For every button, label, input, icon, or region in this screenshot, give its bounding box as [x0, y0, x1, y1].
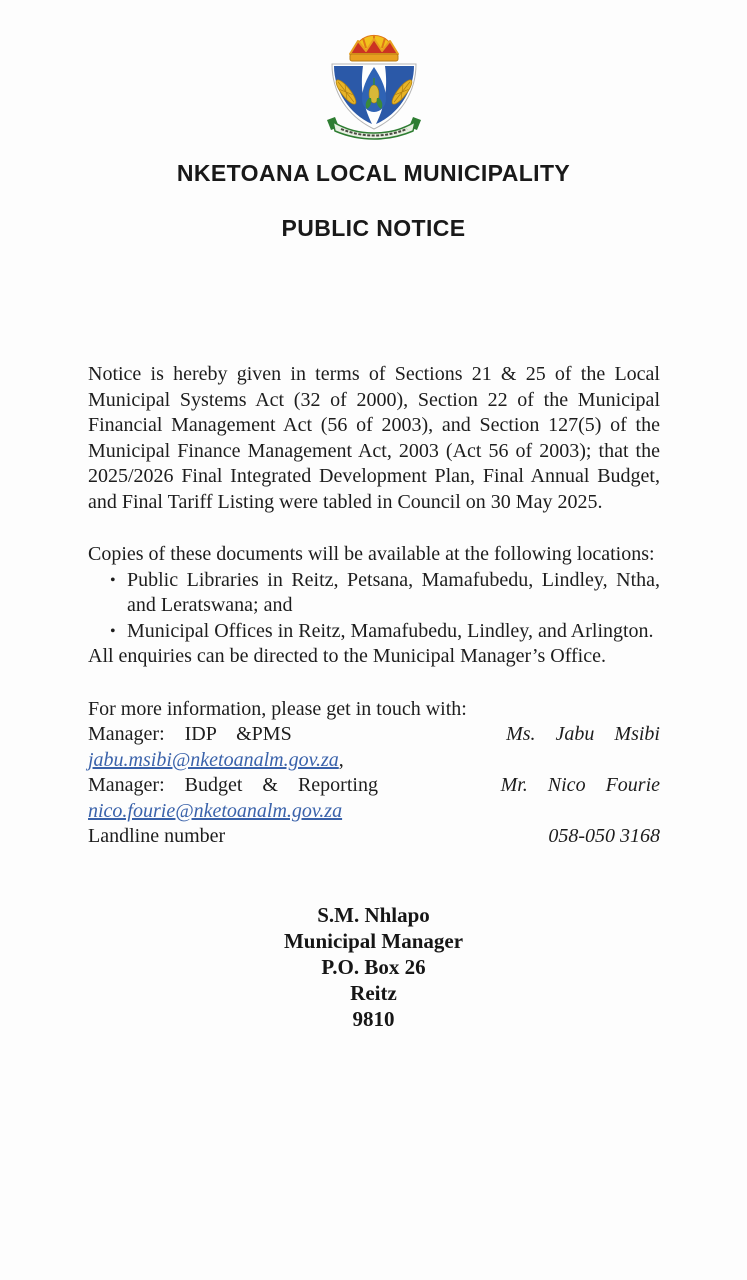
list-item [88, 619, 660, 645]
bullet-icon: • [110, 571, 116, 589]
contact-role: Landline number [88, 825, 226, 847]
list-item [88, 568, 660, 619]
list-item-text: Municipal Offices in Reitz, Mamafubedu, Lindley, and Arlington. [127, 619, 654, 642]
locations-list [88, 568, 660, 645]
contact-row-budget [88, 773, 660, 799]
list-item-text: Public Libraries in Reitz, Petsana, Mamafubedu, Lindley, Ntha, and Leratswana; and [127, 568, 660, 616]
contact-block [88, 697, 660, 850]
signatory-name: S.M. Nhlapo [317, 902, 430, 927]
contact-row-landline [88, 824, 660, 850]
contact-email-line [88, 799, 660, 825]
contact-row-idp [88, 722, 660, 748]
notice-paragraph-enquiries: All enquiries can be directed to the Municipal Manager’s Office. [88, 645, 606, 667]
email-suffix: , [338, 748, 344, 771]
signatory-address-line: P.O. Box 26 [321, 954, 426, 979]
contact-person: Mr. Nico Fourie [500, 774, 660, 796]
notice-paragraph-legal: Notice is hereby given in terms of Sections 21 & 25 of the Local Municipal Systems Act (32 of 2000), Section 22 of the Municipal Financial Management Act (56 of 2003), and Section 127(5) of the Municipal Finance Management Act, 2003 (Act 56 of 2003); that the 2025/2026 Final Integrated Development Plan, Final Annual Budget, and Final Tariff Listing were tabled in Council on 30 May 2025. [88, 363, 660, 513]
signatory-address-line: Reitz [350, 980, 397, 1005]
notice-title: PUBLIC NOTICE [281, 215, 466, 241]
signature-block [0, 902, 747, 1032]
contact-email-line [88, 748, 660, 774]
notice-paragraph-copies: Copies of these documents will be available at the following locations: [88, 543, 655, 565]
coat-of-arms-icon [318, 26, 430, 141]
municipality-title: NKETOANA LOCAL MUNICIPALITY [176, 160, 571, 186]
signatory-address-line: 9810 [352, 1006, 395, 1031]
municipal-crest [0, 0, 747, 141]
contact-intro: For more information, please get in touch with: [88, 697, 467, 720]
bullet-icon: • [110, 622, 116, 640]
contact-role: Manager: Budget & Reporting [88, 774, 378, 796]
signatory-title: Municipal Manager [283, 928, 464, 953]
landline-number: 058-050 3168 [548, 825, 660, 847]
contact-role: Manager: IDP &PMS [88, 723, 292, 745]
notice-body [88, 362, 660, 850]
email-link-idp[interactable]: jabu.msibi@nketoanalm.gov.za [88, 748, 339, 771]
contact-person: Ms. Jabu Msibi [506, 723, 660, 745]
email-link-budget[interactable]: nico.fourie@nketoanalm.gov.za [88, 799, 343, 822]
